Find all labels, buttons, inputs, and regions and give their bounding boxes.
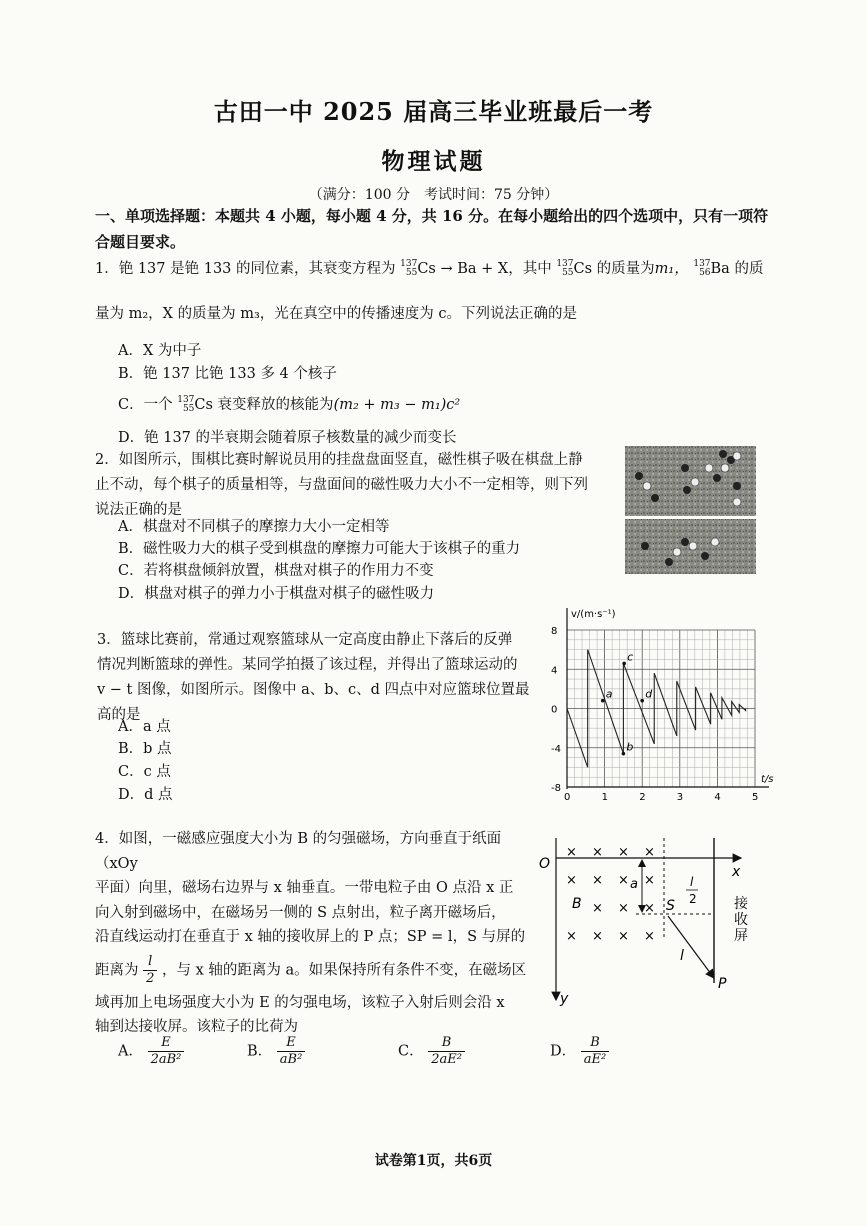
frac-denominator: 2aE² — [431, 1052, 462, 1067]
l-label: l — [680, 948, 684, 964]
q2-option-c: C．若将棋盘倾斜放置，棋盘对棋子的作用力不变 — [118, 563, 434, 579]
q4-line: 轴到达接收屏。该粒子的比荷为 — [95, 1019, 298, 1035]
cross-mark: × — [592, 873, 603, 888]
exam-subtitle: 物理试题 — [381, 148, 486, 175]
frac-denominator: 2aB² — [150, 1052, 182, 1067]
q2-option-b: B．磁性吸力大的棋子受到棋盘的摩擦力可能大于该棋子的重力 — [118, 541, 521, 557]
iso-cs-z-2: 55 — [562, 268, 574, 278]
q4-option-b — [247, 1035, 305, 1068]
iso-cs-mass-2: 137 — [556, 259, 574, 269]
q4-line5-a: 距离为 — [95, 962, 139, 978]
x-tick-label: 0 — [564, 792, 571, 803]
screen-char: 屏 — [734, 928, 748, 944]
cross-mark: × — [618, 873, 629, 888]
q4-line: 向入射到磁场中，在磁场另一侧的 S 点射出，粒子离开磁场后， — [95, 904, 506, 921]
q2-option-d: D．棋盘对棋子的弹力小于棋盘对棋子的磁性吸力 — [118, 586, 435, 602]
q1-option-c-text: Cs 衰变释放的核能为 — [194, 397, 334, 413]
cross-mark: × — [618, 845, 629, 860]
iso-ba-z: 56 — [699, 268, 711, 278]
q1-text-a: 1．铯 137 是铯 133 的同位素，其衰变方程为 — [95, 261, 396, 277]
point-label-a: a — [605, 687, 613, 701]
q4-line5 — [95, 954, 535, 987]
exam-info: （满分：100 分 考试时间：75 分钟） — [308, 187, 559, 203]
option-label: A． — [118, 1043, 143, 1060]
q4-line: 平面）向里，磁场右边界与 x 轴垂直。一带电粒子由 O 点沿 x 正 — [95, 880, 514, 896]
s-label: S — [666, 898, 675, 914]
origin-label: O — [539, 856, 551, 872]
frac-denominator: aB² — [279, 1052, 303, 1067]
q4-line: 沿直线运动打在垂直于 x 轴的接收屏上的 P 点；SP = l，S 与屏的 — [95, 929, 526, 945]
q1-option-c-formula: (m₂ + m₃ − m₁)c² — [333, 397, 461, 413]
point-d — [640, 699, 644, 703]
x-tick-label: 2 — [639, 792, 646, 803]
l-half-den: 2 — [689, 892, 697, 906]
y-tick-label: 4 — [551, 665, 558, 677]
section-heading: 一、单项选择题：本题共 4 小题，每小题 4 分，共 16 分。在每小题给出的四个选项中，只有一项符合题目要求。 — [95, 207, 769, 251]
page-footer: 试卷第1页，共6页 — [374, 1153, 493, 1169]
decay-equation: Cs → Ba + X — [417, 261, 509, 277]
y-axis-label: y — [560, 991, 569, 1007]
q1-text-d: Ba 的质 — [710, 261, 764, 277]
q3-line: 3．篮球比赛前，常通过观察篮球从一定高度由静止下落后的反弹 — [97, 632, 513, 648]
q1-line1 — [95, 257, 795, 282]
point-a — [601, 699, 605, 703]
q2-line: 止不动，每个棋子的质量相等，与盘面间的磁性吸力大小不一定相等，则下列 — [95, 477, 588, 493]
q3-line: 情况判断篮球的弹性。某同学拍摄了该过程，并得出了篮球运动的 — [97, 657, 518, 673]
cross-mark: × — [644, 929, 655, 944]
frac-denominator: 2 — [146, 970, 155, 986]
chart-grid — [567, 630, 755, 787]
chart-ylabel: v/(m·s⁻¹) — [571, 609, 616, 620]
cross-mark: × — [644, 901, 655, 916]
p-label: P — [718, 976, 727, 992]
q1-option-d: D．铯 137 的半衰期会随着原子核数量的减少而变长 — [118, 430, 457, 446]
q1-option-c — [118, 394, 460, 416]
q4-option-c — [398, 1035, 465, 1068]
magnetic-field-diagram — [536, 828, 766, 1013]
screen-label — [734, 895, 749, 944]
vt-chart — [535, 600, 785, 805]
x-tick-label: 1 — [601, 792, 608, 803]
distance-a-label: a — [630, 877, 638, 892]
cross-mark: × — [592, 929, 603, 944]
cross-mark: × — [644, 873, 655, 888]
iso-cs-mass: 137 — [400, 259, 418, 269]
q4-stem — [95, 827, 535, 1040]
q2-stem — [95, 448, 620, 523]
cross-mark: × — [592, 901, 603, 916]
cross-mark: × — [618, 929, 629, 944]
frac-numerator: E — [148, 1035, 185, 1052]
y-tick-label: 8 — [551, 626, 558, 637]
q1-text-c: Cs 的质量为 — [573, 261, 655, 277]
l-half-num: l — [690, 875, 694, 889]
q3-option-b: B．b 点 — [118, 741, 172, 757]
chart-xlabel: t/s — [761, 774, 774, 785]
iso-ba-mass: 137 — [693, 259, 711, 269]
sp-trajectory — [668, 916, 714, 978]
point-label-d: d — [645, 687, 653, 701]
go-board-photo — [625, 446, 756, 574]
frac-numerator: B — [428, 1035, 465, 1052]
cross-mark: × — [566, 929, 577, 944]
q3-line: 高的是 — [97, 707, 141, 723]
option-d-fraction — [581, 1035, 609, 1068]
q2-line: 说法正确的是 — [95, 502, 182, 518]
y-tick-label: -4 — [551, 743, 561, 755]
x-axis-label: x — [732, 864, 741, 880]
cross-mark: × — [644, 845, 655, 860]
q2-line: 2．如图所示，围棋比赛时解说员用的挂盘盘面竖直，磁性棋子吸在棋盘上静 — [95, 452, 583, 468]
q1-option-a: A．X 为中子 — [118, 343, 202, 359]
x-tick-label: 4 — [714, 792, 721, 803]
option-label: D． — [550, 1043, 577, 1060]
cross-mark: × — [566, 873, 577, 888]
x-tick-label: 3 — [676, 792, 684, 803]
q4-option-d — [550, 1035, 609, 1068]
chart-axes — [551, 608, 769, 803]
iso-cs-mass-3: 137 — [177, 395, 195, 405]
cross-mark: × — [566, 845, 577, 860]
q2-option-a: A．棋盘对不同棋子的摩擦力大小一定相等 — [118, 519, 390, 535]
option-a-fraction — [148, 1035, 185, 1068]
q3-option-d: D．d 点 — [118, 787, 173, 803]
point-c — [622, 662, 626, 666]
q4-option-a — [118, 1035, 184, 1068]
l-over-2-fraction — [143, 954, 157, 987]
q1-line2: 量为 m₂，X 的质量为 m₃，光在真空中的传播速度为 c。下列说法正确的是 — [95, 306, 578, 322]
frac-denominator: aE² — [583, 1052, 607, 1067]
q1-m1: m₁， — [654, 261, 689, 277]
point-label-b: b — [626, 740, 634, 754]
q1-text-b: ，其中 — [508, 261, 552, 277]
frac-numerator: B — [581, 1035, 609, 1052]
option-c-fraction — [428, 1035, 465, 1068]
option-label: C． — [398, 1043, 424, 1060]
q3-stem — [97, 628, 537, 728]
iso-cs-z: 55 — [405, 268, 418, 278]
option-label: B． — [247, 1043, 273, 1060]
y-tick-label: -8 — [551, 783, 561, 794]
point-b — [622, 752, 626, 756]
frac-numerator: l — [143, 954, 157, 971]
cross-mark: × — [618, 901, 629, 916]
screen-char: 收 — [734, 912, 748, 928]
frac-numerator: E — [277, 1035, 306, 1052]
q4-line: 域再加上电场强度大小为 E 的匀强电场，该粒子入射后则会沿 x — [95, 994, 505, 1011]
q1-option-c-prefix: C．一个 — [118, 397, 173, 413]
cross-mark: × — [592, 845, 603, 860]
x-tick-label: 5 — [752, 792, 759, 803]
point-label-c: c — [627, 650, 634, 664]
q3-option-a: A．a 点 — [118, 719, 171, 735]
screen-char: 接 — [734, 896, 748, 912]
option-b-fraction — [277, 1035, 306, 1068]
iso-cs-z-3: 55 — [182, 404, 195, 414]
y-tick-label: 0 — [551, 704, 558, 716]
exam-title: 古田一中 2025 届高三毕业班最后一考 — [213, 97, 654, 126]
q3-line: v − t 图像，如图所示。图像中 a、b、c、d 四点中对应篮球位置最 — [97, 682, 530, 698]
q3-option-c: C．c 点 — [118, 764, 171, 780]
field-b-label: B — [572, 896, 582, 912]
q1-option-b: B．铯 137 比铯 133 多 4 个核子 — [118, 366, 337, 382]
q4-line: 4．如图，一磁感应强度大小为 B 的匀强磁场，方向垂直于纸面（xOy — [95, 831, 502, 872]
q4-line5-b: ，与 x 轴的距离为 a。如果保持所有条件不变，在磁场区 — [162, 962, 527, 978]
